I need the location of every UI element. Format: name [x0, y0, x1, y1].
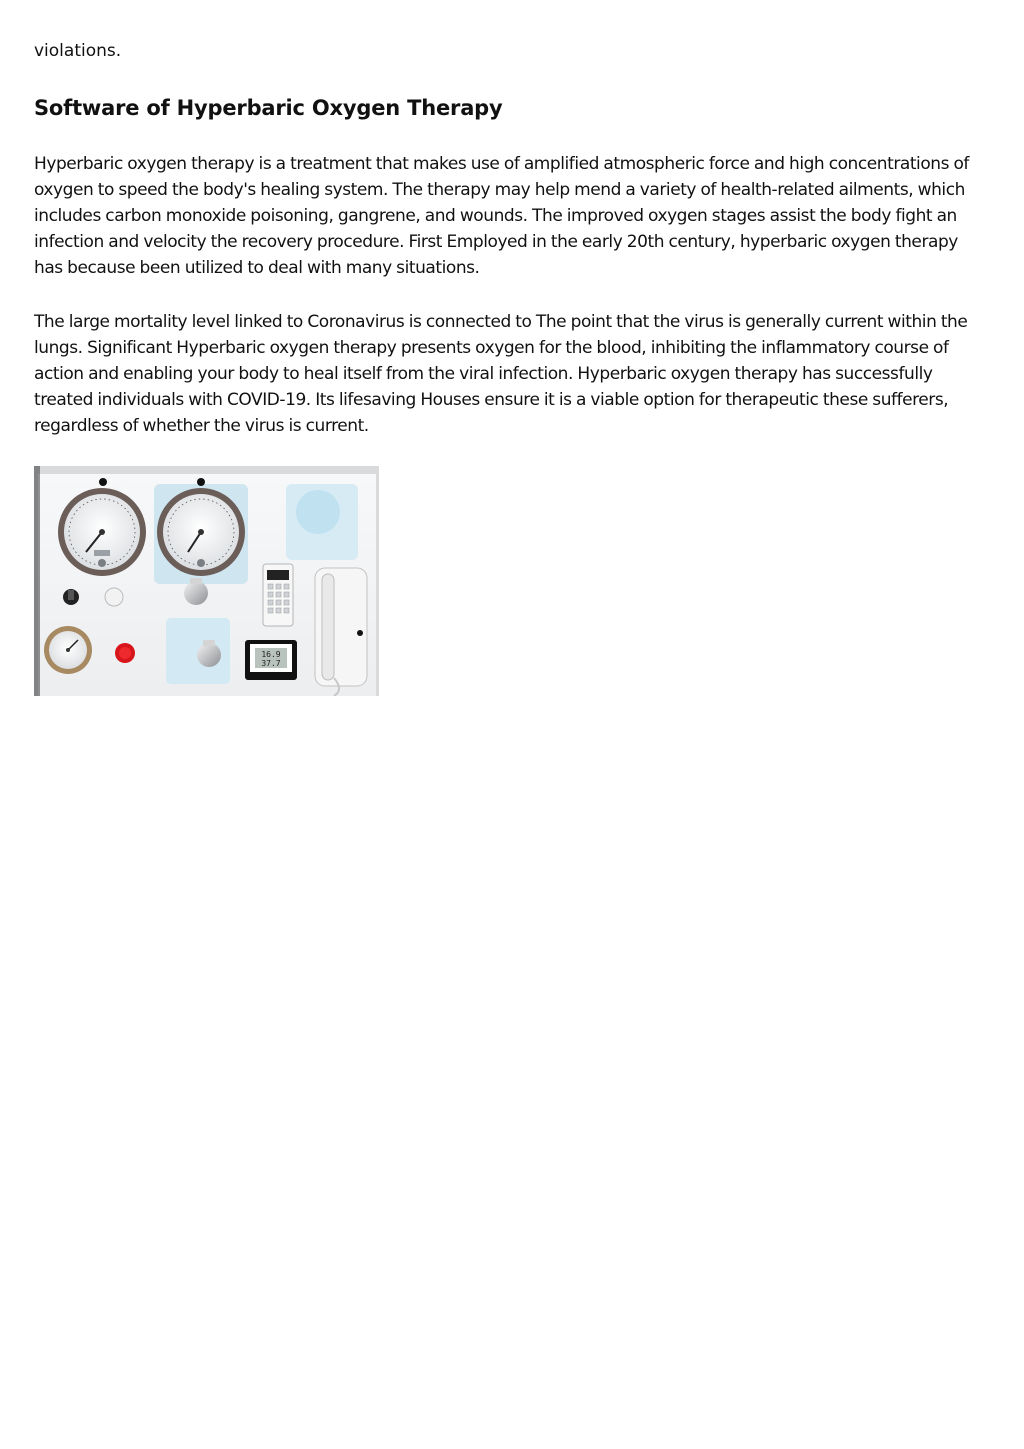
lead-in-text: violations. — [34, 41, 122, 61]
indicator-dot-icon — [197, 478, 205, 486]
white-knob-icon — [105, 588, 123, 606]
keypad-panel — [263, 564, 293, 626]
section-heading: Software of Hyperbaric Oxygen Therapy — [34, 96, 503, 120]
oxygen-gauge — [44, 626, 92, 674]
bottom-control-knob-icon — [197, 643, 221, 667]
paragraph-1: Hyperbaric oxygen therapy is a treatment that makes use of amplified atmospheric force and high concentrations of oxygen to speed the body's healing system. The therapy may help mend a variety of health-related ailments, which includes carbon monoxide poisoning, gangrene, and wounds. The improved oxygen stages assist the body fight an infection and velocity the recovery procedure. First Employed in the early 20th century, hyperbaric oxygen therapy has because been utilized to deal with many situations. — [34, 154, 969, 278]
pressure-gauge-left — [58, 488, 146, 576]
display-reading-bottom: 37.7 — [261, 659, 281, 668]
temperature-display — [245, 640, 297, 680]
paragraph-2: The large mortality level linked to Coronavirus is connected to The point that the virus is generally current within the lungs. Significant Hyperbaric oxygen therapy presents oxygen for the blood, inhibiting the inflammatory course of action and enabling your body to heal itself from the viral infection. Hyperbaric oxygen therapy has successfully treated individuals with COVID-19. Its lifesaving Houses ensure it is a viable option for therapeutic these sufferers, regardless of whether the virus is current. — [34, 312, 968, 436]
control-panel-photo — [34, 466, 379, 696]
intercom-handset — [315, 568, 367, 696]
control-knob-icon — [184, 581, 208, 605]
display-reading-top: 16.9 — [261, 650, 281, 659]
indicator-dot-icon — [99, 478, 107, 486]
control-panel-illustration — [34, 466, 379, 696]
round-indicator — [296, 490, 340, 534]
pressure-gauge-right — [157, 488, 245, 576]
